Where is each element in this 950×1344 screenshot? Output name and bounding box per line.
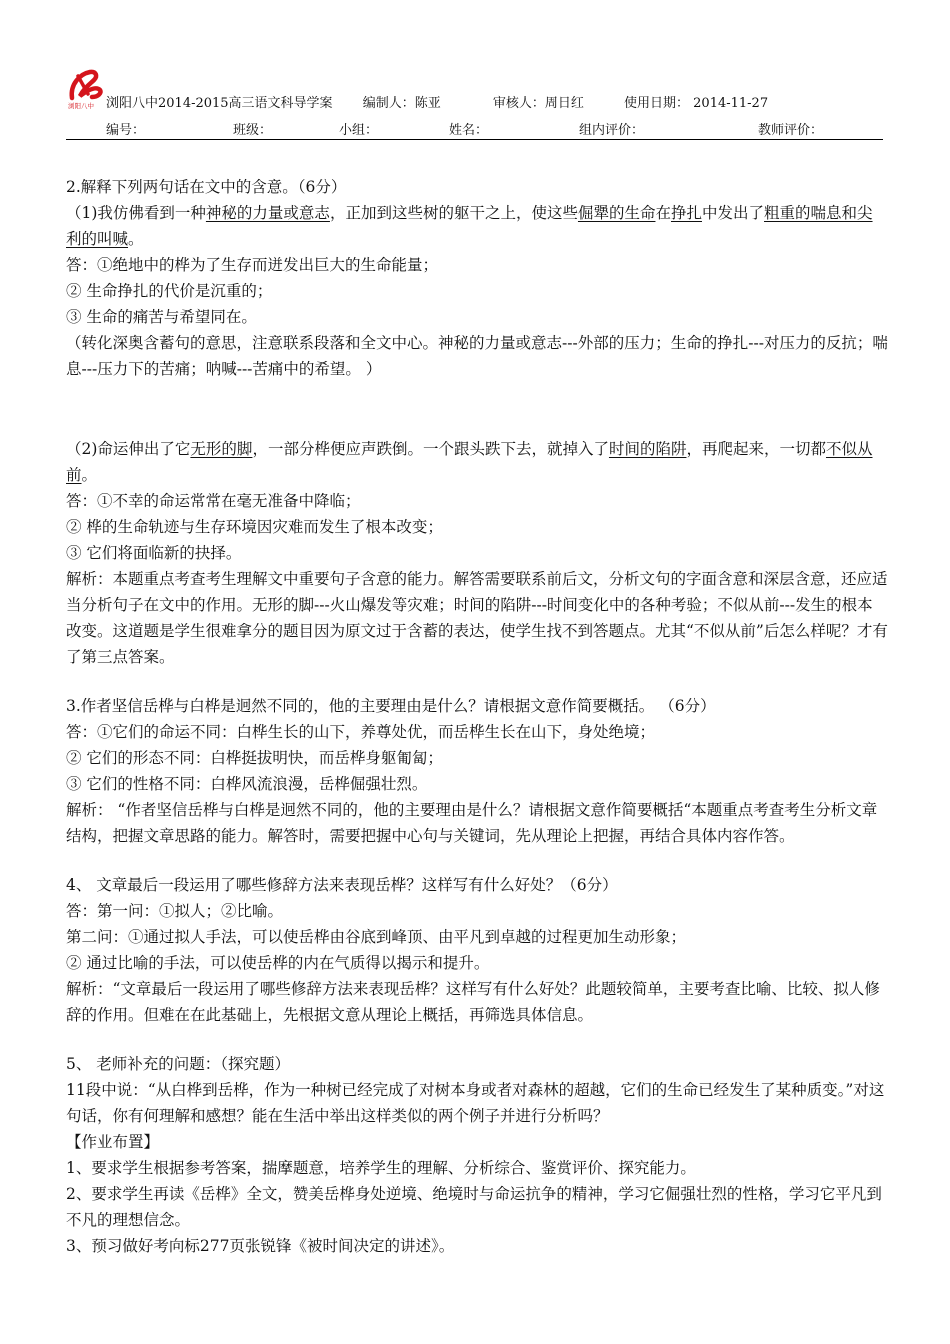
header-divider — [66, 139, 883, 140]
answer-note: （转化深奥含蓄句的意思，注意联系段落和全文中心。神秘的力量或意志---外部的压力；生命的挣扎---对压力的反抗；喘息---压力下的苦痛；呐喊---苦痛中的希望。 ） — [66, 334, 888, 378]
q5-question: 11段中说：“从白桦到岳桦，作为一种树已经完成了对树本身或者对森林的超越，它们的生命已经发生了某种质变。”对这句话，你有何理解和感想？能在生活中举出这样类似的两个例子并进行分析吗？ — [66, 1081, 885, 1125]
underlined-phrase: 不似从前 — [66, 440, 873, 484]
q2-sentence-2: （2)命运伸出了它无形的脚，一部分桦便应声跌倒。一个跟头跌下去，就掉入了时间的陷阱，再爬起来，一切都不似从前。 — [66, 440, 873, 484]
answer-line: 答：①绝地中的桦为了生存而迸发出巨大的生命能量； — [66, 256, 439, 274]
homework-item: 2、要求学生再读《岳桦》全文，赞美岳桦身处逆境、绝境时与命运抗争的精神，学习它倔强壮烈的性格，学习它平凡到不凡的理想信念。 — [66, 1185, 882, 1229]
answer-line: 第二问：①通过拟人手法，可以使岳桦由谷底到峰顶、由平凡到卓越的过程更加生动形象； — [66, 928, 687, 946]
underlined-phrase: 倔犟的生命 — [577, 204, 656, 222]
field-class: 班级： — [233, 123, 273, 138]
school-logo — [66, 66, 106, 110]
underlined-phrase: 粗重的喘息和尖利的叫喊 — [66, 204, 873, 248]
underlined-phrase: 时间的陷阱 — [608, 440, 687, 458]
homework-title: 【作业布置】 — [66, 1133, 160, 1151]
underlined-phrase: 挣扎 — [670, 204, 702, 222]
answer-line: ② 生命挣扎的代价是沉重的； — [66, 282, 273, 300]
answer-line: 答：第一问：①拟人；②比喻。 — [66, 902, 284, 920]
q3-title: 3.作者坚信岳桦与白桦是迥然不同的，他的主要理由是什么？请根据文意作简要概括。 （6分） — [66, 697, 716, 715]
svg-text:浏阳八中: 浏阳八中 — [68, 102, 94, 110]
date-label: 使用日期： 2014-11-27 — [624, 96, 769, 111]
field-teacher-eval: 教师评价： — [758, 123, 824, 138]
answer-line: ③ 生命的痛苦与希望同在。 — [66, 308, 257, 326]
analysis-paragraph: 解析： “作者坚信岳桦与白桦是迥然不同的，他的主要理由是什么？请根据文意作简要概括“本题重点考查考生分析文章结构，把握文章思路的能力。解答时，需要把握中心句与关键词，先从理论上把握，再结合具体内容作答。 — [66, 801, 878, 845]
underlined-phrase: 神秘的力量或意志 — [205, 204, 330, 222]
answer-line: ② 它们的形态不同：白桦挺拔明快，而岳桦身躯匍匐； — [66, 749, 443, 767]
analysis-paragraph: 解析：“文章最后一段运用了哪些修辞方法来表现岳桦？这样写有什么好处？此题较简单，主要考查比喻、比较、拟人修辞的作用。但难在在此基础上，先根据文意从理论上概括，再筛选具体信息。 — [66, 980, 880, 1024]
answer-line: ③ 它们将面临新的抉择。 — [66, 544, 242, 562]
logo-mark-icon — [66, 66, 106, 110]
field-number: 编号： — [106, 123, 146, 138]
homework-item: 3、预习做好考向标277页张锐锋《被时间决定的讲述》。 — [66, 1237, 455, 1255]
editor-label: 编制人：陈亚 — [362, 96, 441, 111]
answer-line: ② 桦的生命轨迹与生存环境因灾难而发生了根本改变； — [66, 518, 443, 536]
reviewer-label: 审核人：周日红 — [492, 96, 584, 111]
field-name: 姓名： — [449, 123, 489, 138]
answer-line: 答：①它们的命运不同：白桦生长的山下，养尊处优，而岳桦生长在山下，身处绝境； — [66, 723, 656, 741]
school-course-title: 浏阳八中2014-2015高三语文科导学案 — [106, 96, 333, 111]
homework-item: 1、要求学生根据参考答案，揣摩题意，培养学生的理解、分析综合、鉴赏评价、探究能力。 — [66, 1159, 696, 1177]
q5-title: 5、 老师补充的问题：（探究题） — [66, 1055, 291, 1073]
underlined-phrase: 无形的脚 — [190, 440, 253, 458]
q4-title: 4、 文章最后一段运用了哪些修辞方法来表现岳桦？这样写有什么好处？（6分） — [66, 876, 618, 894]
answer-line: 答：①不幸的命运常常在毫无准备中降临； — [66, 492, 361, 510]
q2-sentence-1: （1)我仿佛看到一种神秘的力量或意志，正加到这些树的躯干之上，使这些倔犟的生命在挣扎中发出了粗重的喘息和尖利的叫喊。 — [66, 204, 873, 248]
header-line — [106, 92, 794, 111]
answer-line: ② 通过比喻的手法，可以使岳桦的内在气质得以揭示和提升。 — [66, 954, 490, 972]
q2-title: 2.解释下列两句话在文中的含意。（6分） — [66, 178, 347, 196]
worksheet-body — [66, 174, 888, 1259]
answer-line: ③ 它们的性格不同：白桦风流浪漫，岳桦倔强壮烈。 — [66, 775, 428, 793]
analysis-paragraph: 解析：本题重点考查考生理解文中重要句子含意的能力。解答需要联系前后文，分析文句的字面含意和深层含意，还应适当分析句子在文中的作用。无形的脚---火山爆发等灾难；时间的陷阱---时间变化中的各种考验；不似从前---发生的根本改变。这道题是学生很难拿分的题目因为原文过于含蓄的表达，使学生找不到答题点。尤其“不似从前”后怎么样呢？才有了第三点答案。 — [66, 570, 888, 666]
field-group: 小组： — [339, 123, 379, 138]
header-fields — [106, 119, 886, 137]
field-group-eval: 组内评价： — [579, 123, 645, 138]
